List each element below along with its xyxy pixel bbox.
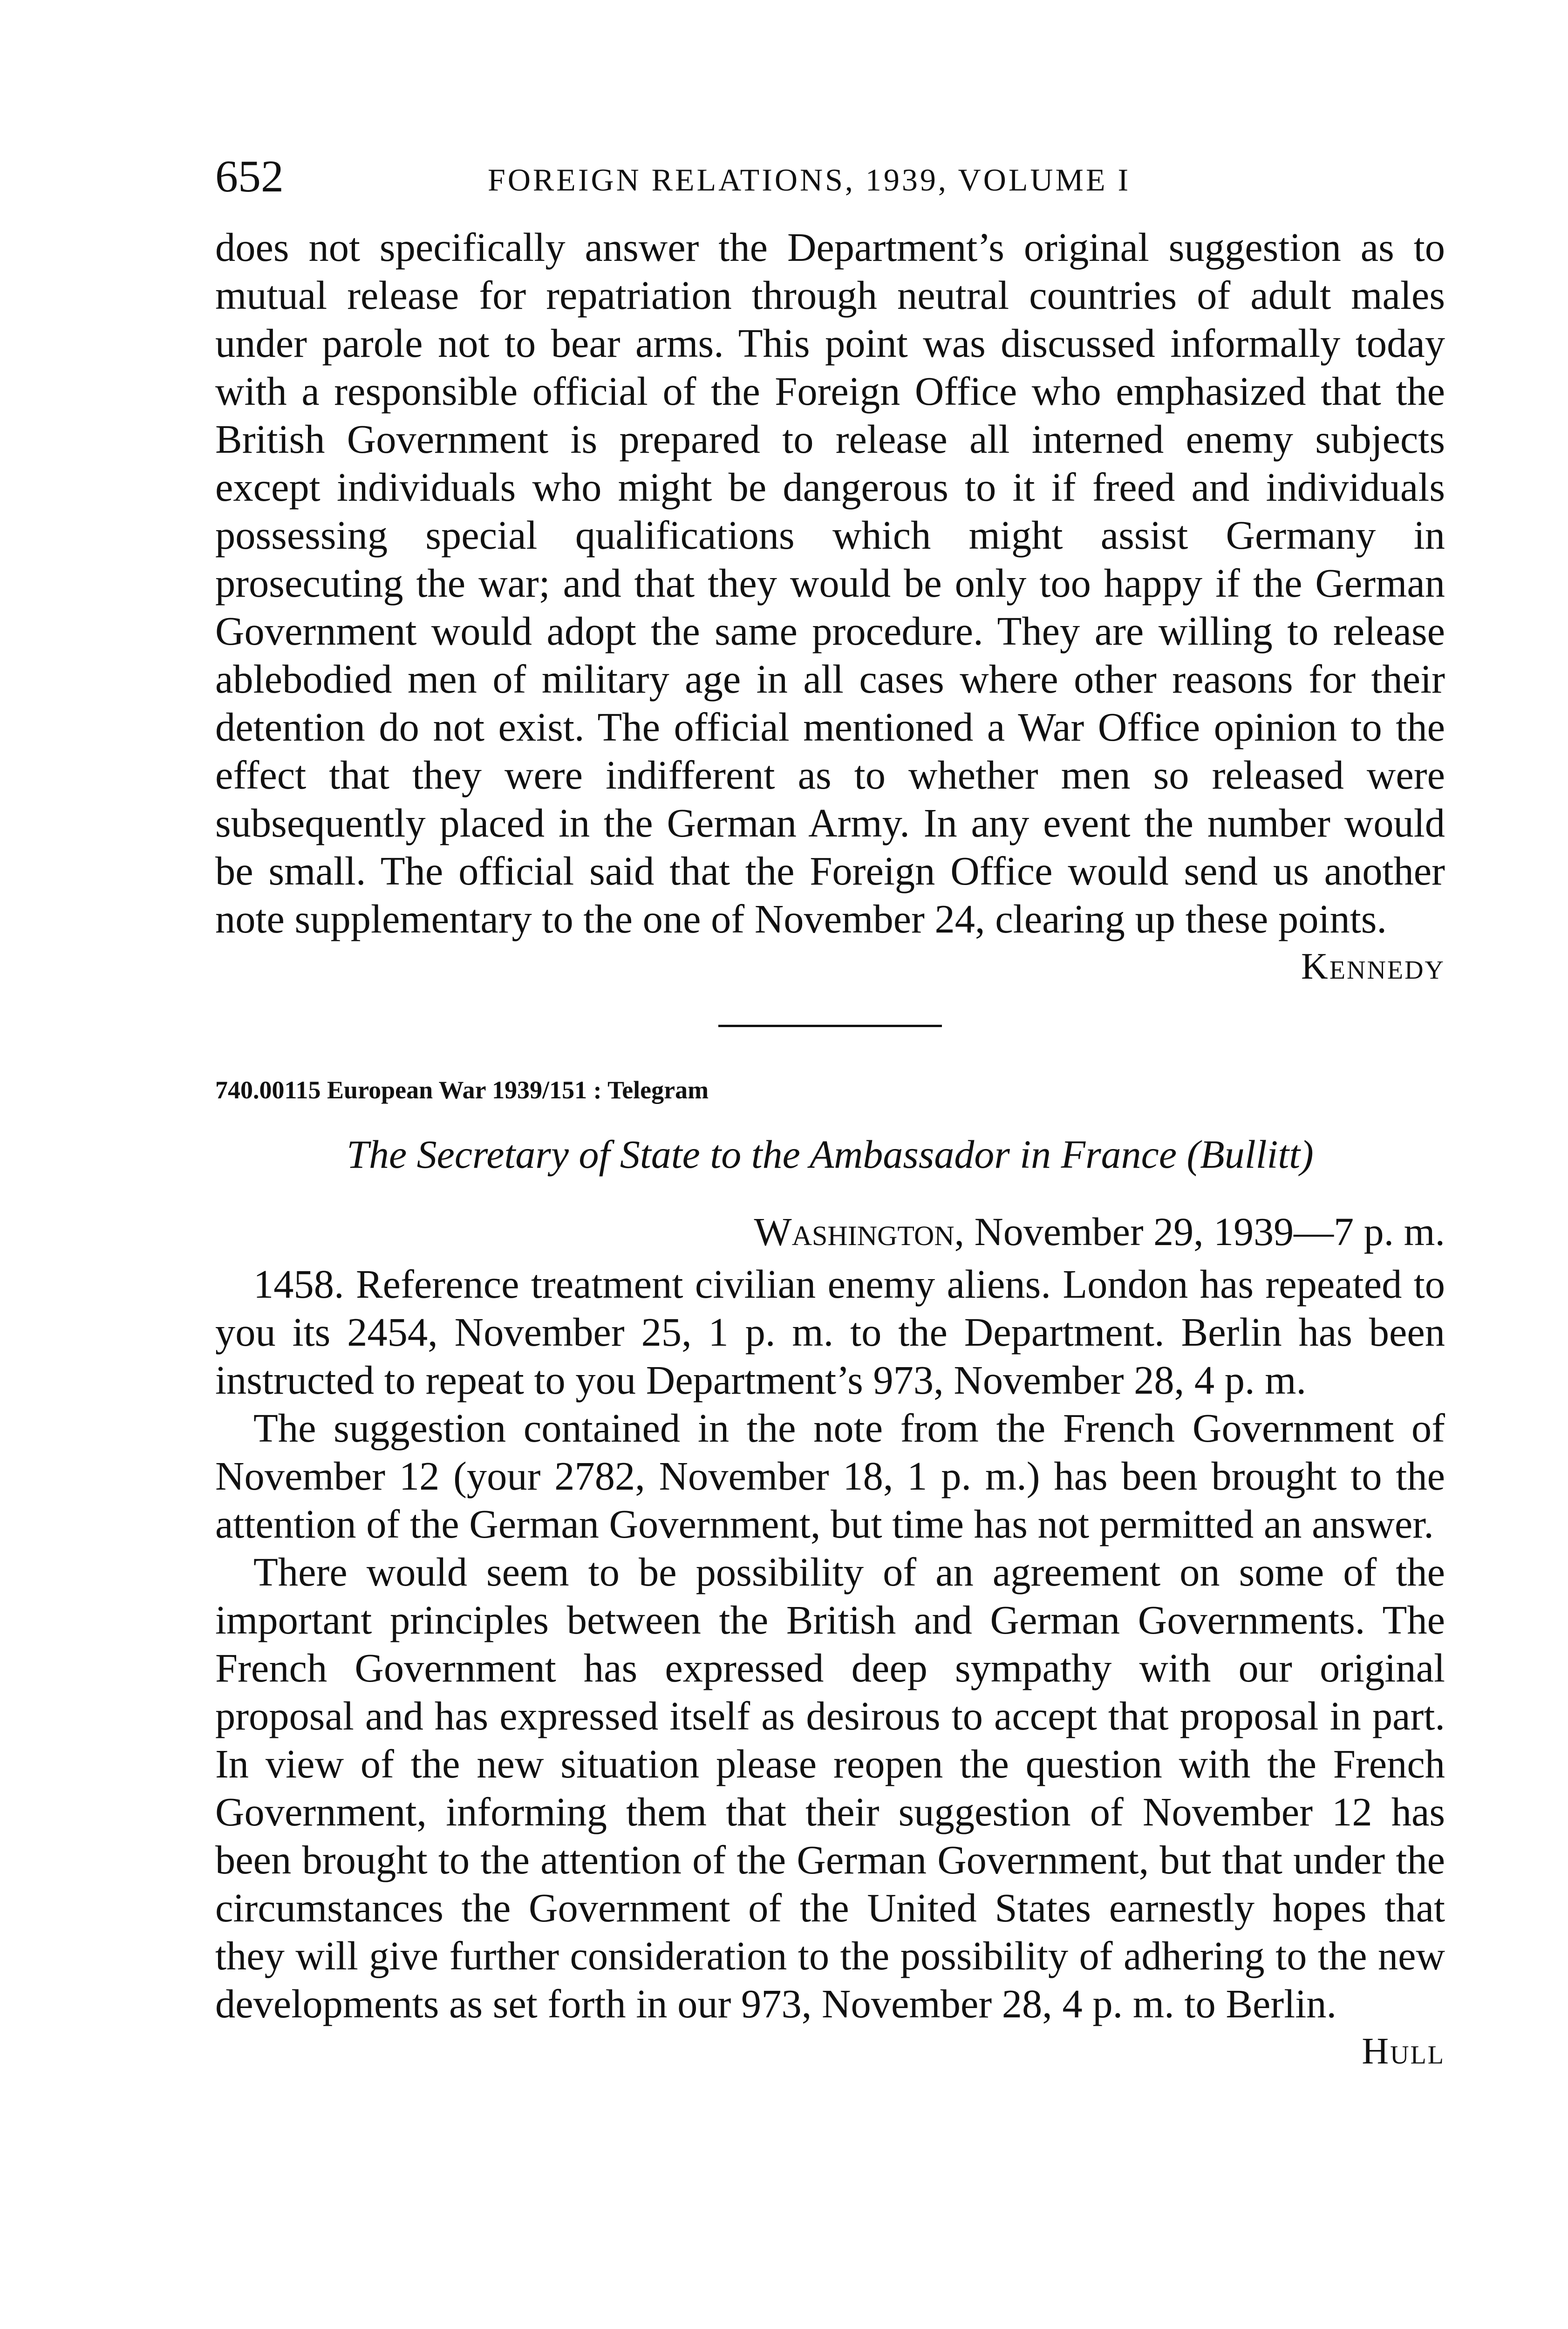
signature-hull: Hull [1362,2031,1445,2072]
document-page [215,151,1445,2075]
paragraph-1: 1458. Reference treatment civilian enemy aliens. London has repeated to you its 2454, November 25, 1 p. m. to the Department. Berlin has been instructed to repeat to you Department’s 973, November 28, 4 p. m. [215,1262,1445,1403]
signature-kennedy: Kennedy [1301,946,1445,987]
running-title: FOREIGN RELATIONS, 1939, VOLUME I [488,162,1131,197]
dateline-date: November 29, 1939—7 p. m. [974,1209,1445,1254]
paragraph-2: The suggestion contained in the note from the French Government of November 12 (your 2782, November 18, 1 p. m.) has been brought to the attention of the German Government, but time has not permitted an answer. [215,1406,1445,1546]
page-number: 652 [215,151,284,202]
file-reference: 740.00115 European War 1939/151 : Telegram [215,1076,709,1104]
dateline-place: Washington, [754,1209,965,1254]
section-divider [718,1025,942,1027]
dateline [215,1208,1445,1256]
paragraph-3: There would seem to be possibility of an agreement on some of the important principles between the British and German Governments. The French Government has expressed deep sympathy with our original proposal and has expressed itself as desirous to accept that proposal in part. In view of the new situation please reopen the question with the French Government, informing them that their suggestion of November 12 has been brought to the attention of the German Government, but that under the circumstances the Government of the United States earnestly hopes that they will give further consideration to the possibility of adhering to the new developments as set forth in our 973, November 28, 4 p. m. to Berlin. [215,1550,1445,2026]
document-heading: The Secretary of State to the Ambassador in France (Bullitt) [347,1132,1314,1177]
continued-paragraph: does not specifically answer the Department’s original suggestion as to mutual release for repatriation through neutral countries of adult males under parole not to bear arms. This point was discussed informally today with a responsible official of the Foreign Office who emphasized that the British Government is prepared to release all interned enemy subjects except individuals who might be dangerous to it if freed and individuals possessing special qualifications which might assist Germany in prosecuting the war; and that they would be only too happy if the German Government would adopt the same procedure. They are willing to release ablebodied men of military age in all cases where other reasons for their detention do not exist. The official mentioned a War Office opinion to the effect that they were indifferent as to whether men so released were subsequently placed in the German Army. In any event the number would be small. The official said that the Foreign Office would send us another note supplementary to the one of November 24, clearing up these points. [215,225,1445,941]
running-head [215,151,1445,224]
